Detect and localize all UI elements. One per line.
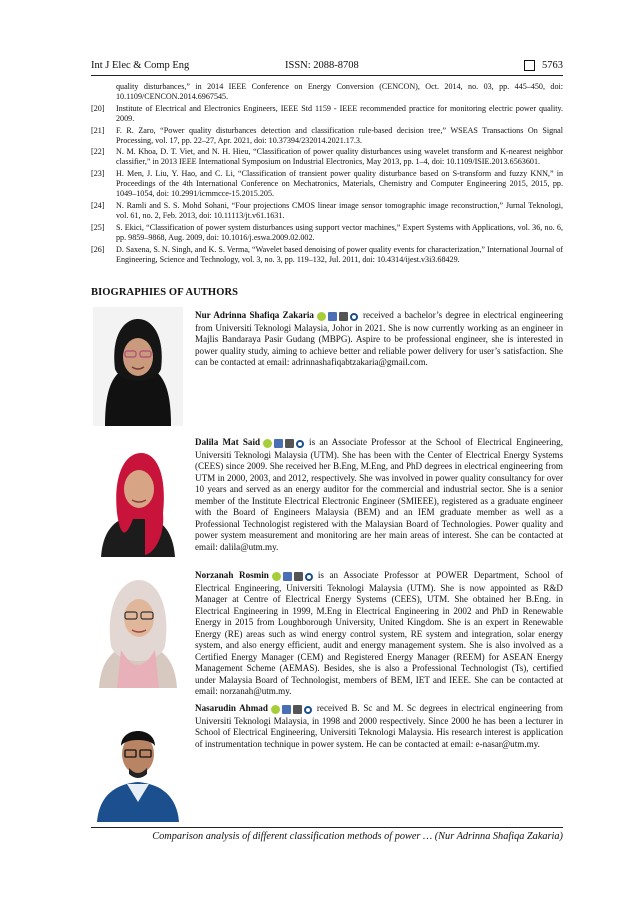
author-bio-text: received a bachelor’s degree in electrical engineering from Universiti Teknologi Malaysia, Johor in 2021. She is now currently working as an engineer in Majlis Bandaraya Pasir Gudang (MBPG). Aspire to be professional engineer, she is interested in power quality study, aiming to achieve better and reliable power delivery for user’s satisfaction. She can be contacted at email: adrinnashafiqabtzakaria@gmail.com.	[195, 310, 563, 367]
web-of-science-icon[interactable]	[304, 706, 312, 714]
reference-number: [20]	[91, 103, 105, 113]
author-profile-icons	[272, 571, 315, 583]
reference-text: quality disturbances,” in 2014 IEEE Conference on Energy Conversion (CENCON), Oct. 2014, no. 03, pp. 445–450, doi: 10.1109/CENCON.2014.6967545.	[116, 82, 563, 102]
scopus-icon[interactable]	[285, 439, 294, 448]
reference-item	[91, 82, 563, 102]
scopus-icon[interactable]	[293, 705, 302, 714]
page-number: 5763	[542, 60, 563, 71]
reference-text: N. Ramli and S. S. Mohd Sohani, “Four projections CMOS linear image sensor tomographic image reconstruction,” Jurnal Teknologi, vol. 61, no. 2, Feb. 2013, doi: 10.11113/jt.v61.1631.	[116, 201, 563, 221]
reference-text: F. R. Zaro, “Power quality disturbances detection and classification rule-based decision tree,” WSEAS Transactions On Signal Processing, vol. 17, pp. 22–27, Apr. 2021, doi: 10.37394/232014.2021.17.3.	[116, 125, 563, 145]
reference-text: N. M. Khoa, D. T. Viet, and N. H. Hieu, “Classification of power quality disturbances using wavelet transform and K-nearest neighbor classifier,” in 2013 IEEE International Symposium on Industrial Electronics, May 2013, pp. 1–4, doi: 10.1109/ISIE.2013.6563601.	[116, 147, 563, 167]
author-name: Nasarudin Ahmad	[195, 703, 268, 713]
google-scholar-icon[interactable]	[328, 312, 337, 321]
author-bio-text: is an Associate Professor at the School of Electrical Engineering, Universiti Teknologi Malaysia (UTM). She has been with the Center of Electrical Energy Systems (CEES) since 2009. She received her B.Eng, M.Eng, and PhD degrees in electrical engineering from UTM in 2000, 2003, and 2012, respectively. She was involved in power quality consultancy for over 10 years and served as an energy auditor for the commercial and industrial sector. She is a senior member of the Institute Electrical Electronic Engineer (SMIEEE), registered as a graduate engineer with the Board of Engineers Malaysia (BEM) and an IEM graduate member as well as a Professional Technologist registered with the Malaysian Board of Technologies. Power quality and power system measurement and monitoring are her main areas of interest. She can be contacted at email: dalila@utm.my.	[195, 437, 563, 552]
author-profile-icons	[271, 704, 314, 716]
biographies-heading: BIOGRAPHIES OF AUTHORS	[91, 287, 239, 298]
author-bio	[195, 437, 563, 553]
author-profile-icons	[317, 311, 360, 323]
page-footer: Comparison analysis of different classification methods of power … (Nur Adrinna Shafiqa Zakaria)	[91, 827, 563, 842]
author-portrait-image	[93, 570, 183, 688]
reference-item	[91, 104, 563, 124]
orcid-icon[interactable]	[317, 312, 326, 321]
reference-item	[91, 147, 563, 167]
author-bio	[195, 703, 563, 750]
orcid-icon[interactable]	[272, 572, 281, 581]
reference-number: [22]	[91, 147, 105, 157]
reference-number: [23]	[91, 169, 105, 179]
web-of-science-icon[interactable]	[350, 313, 358, 321]
scopus-icon[interactable]	[294, 572, 303, 581]
reference-item	[91, 201, 563, 221]
author-name: Dalila Mat Said	[195, 437, 261, 447]
reference-item	[91, 245, 563, 265]
reference-item	[91, 223, 563, 243]
author-bio	[195, 310, 563, 369]
reference-number: [25]	[91, 222, 105, 232]
reference-text: S. Ekici, “Classification of power system disturbances using support vector machines,” Expert Systems with Applications, vol. 36, no. 6, pp. 9859–9868, Aug. 2009, doi: 10.1016/j.eswa.2009.02.002.	[116, 222, 563, 242]
google-scholar-icon[interactable]	[274, 439, 283, 448]
google-scholar-icon[interactable]	[282, 705, 291, 714]
reference-text: Institute of Electrical and Electronics Engineers, IEEE Std 1159 - IEEE recommended practice for monitoring electric power quality. 2009.	[116, 103, 563, 123]
author-bio	[195, 570, 563, 698]
author-profile-icons	[263, 438, 306, 450]
scopus-icon[interactable]	[339, 312, 348, 321]
issn: ISSN: 2088-8708	[285, 60, 359, 71]
journal-name: Int J Elec & Comp Eng	[91, 60, 190, 71]
orcid-icon[interactable]	[271, 705, 280, 714]
reference-item	[91, 126, 563, 146]
author-bio-text: received B. Sc and M. Sc degrees in electrical engineering from Universiti Teknologi Malaysia, in 1998 and 2000 respectively. Since 2000 he has been a lecturer in School of Electrical Engineering, Universiti Teknologi Malaysia. His research interest is application of instrumentation technique in power system. He can be contacted at email: e-nasar@utm.my.	[195, 703, 563, 749]
reference-number: [24]	[91, 201, 105, 210]
web-of-science-icon[interactable]	[305, 573, 313, 581]
google-scholar-icon[interactable]	[283, 572, 292, 581]
orcid-icon[interactable]	[263, 439, 272, 448]
references-list	[91, 82, 563, 266]
reference-number: [21]	[91, 125, 105, 135]
author-photo	[93, 445, 183, 557]
author-name: Nur Adrinna Shafiqa Zakaria	[195, 310, 314, 320]
author-portrait-image	[93, 307, 183, 426]
reference-text: H. Men, J. Liu, Y. Hao, and C. Li, “Classification of transient power quality disturbance based on S-transform and fuzzy KNN,” in Proceedings of the 4th International Conference on Mechatronics, Materials, Chemistry and Computer Engineering 2015, 2015, pp. 1049–1054, doi: 10.2991/icmmcce-15.2015.205.	[116, 169, 563, 199]
author-photo	[93, 712, 183, 822]
author-portrait-image	[93, 445, 183, 557]
checkbox-square-icon	[524, 60, 535, 71]
reference-text: D. Saxena, S. N. Singh, and K. S. Verma, “Wavelet based denoising of power quality events for characterization,” International Journal of Engineering, Science and Technology, vol. 3, no. 3, pp. 119–132, Jul. 2011, doi: 10.4314/ijest.v3i3.68429.	[116, 244, 563, 264]
author-photo	[93, 307, 183, 426]
page-header	[91, 59, 563, 76]
author-photo	[93, 570, 183, 688]
author-portrait-image	[93, 712, 183, 822]
author-name: Norzanah Rosmin	[195, 570, 269, 580]
web-of-science-icon[interactable]	[296, 440, 304, 448]
reference-item	[91, 169, 563, 199]
reference-number: [26]	[91, 244, 105, 254]
author-bio-text: is an Associate Professor at POWER Department, School of Electrical Engineering, Universiti Teknologi Malaysia (UTM). She is now appointed as R&D Manager at Centre of Electrical Energy Systems (CEES), UTM. She obtained her B.Eng. in Electrical Engineering in 1999, M.Eng in Electrical Engineering in 2002 and PhD in Renewable Energy in 2015 from Loughborough University, United Kingdom. She is an expert in Renewable Energy (RE) areas such as wind energy control system, RE system and integration, solar energy system, and also energy efficient, audit and energy management system. She is also involved as a Certified Energy Manager (CEM) and Registered Energy Manager (REEM) for ASEAN Energy Management Scheme (AEMAS). Besides, she is also a Professional Technologist (Ts), certified under Malaysia Board of Technologist, members of BEM, IET and IEEE. She can be contacted at email: norzanah@utm.my.	[195, 570, 563, 696]
